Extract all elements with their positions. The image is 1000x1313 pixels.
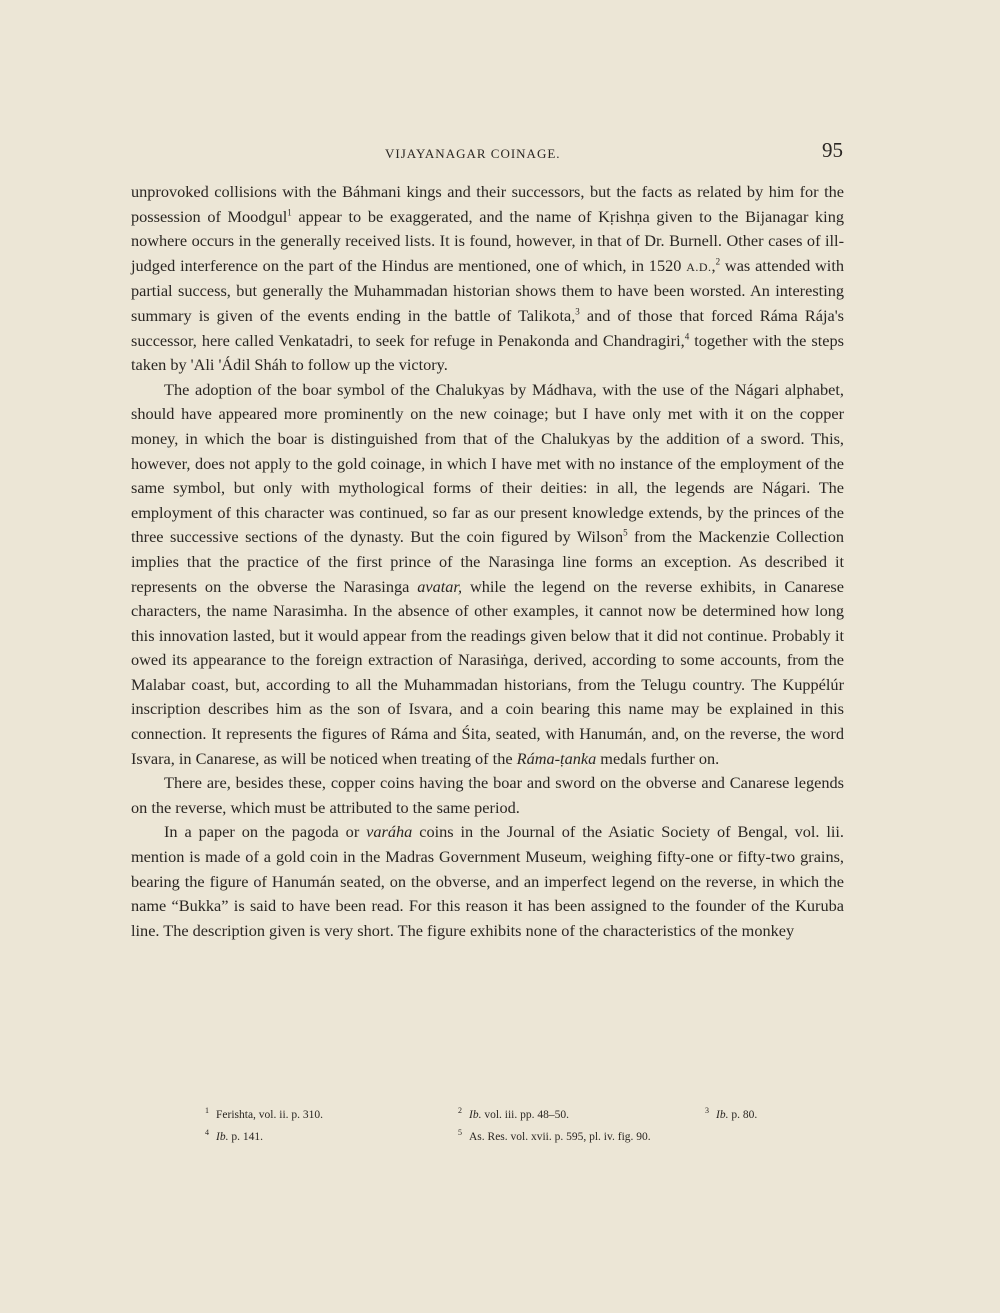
paragraph-2: The adoption of the boar symbol of the Chalukyas by Mádhava, with the use of the Nágari alphabet, should have appeared more prominently on the new coinage; but I have only met with it on the copper money, in which the boar is distinguished from that of the Chalukyas by the addition of a sword. This, however, does not apply to the gold coinage, in which I have met with no instance of the employment of the same symbol, but only with mythological forms of their deities: in all, the legends are Nágari. The employment of this character was continued, so far as our present knowledge extends, by the princes of the three successive sections of the dynasty. But the coin figured by Wilson$^5$ from the Mackenzie Collection implies that the practice of the first prince of the Narasinga line forms an exception. As described it represents on the obverse the Narasinga avatar, while the legend on the reverse exhibits, in Canarese characters, the name Narasimha. In the absence of other examples, it cannot now be determined how long this innovation lasted, but it would appear from the readings given below that it did not continue. Probably it owed its appearance to the foreign extraction of Narasiṅga, derived, according to some accounts, from the Malabar coast, but, according to all the Muhammadan historians, from the Telugu country. The Kuppélúr inscription describes him as the son of Isvara, and a coin bearing this name may be explained in this connection. It represents the figures of Ráma and Śita, seated, with Hanumán, and, on the reverse, the word Isvara, in Canarese, as will be noticed when treating of the Ráma-ṭanka medals further on. xyxy=(131,379,844,768)
page-number: 95 xyxy=(822,138,843,162)
footnote-ref: 1 xyxy=(287,207,292,218)
body-text xyxy=(131,180,844,943)
footnote-ref: 2 xyxy=(715,256,721,267)
footnote-ref: 5 xyxy=(623,527,628,538)
footnote-1: $^1$ Ferishta, vol. ii. p. 310. xyxy=(205,1106,324,1121)
paragraph-3: There are, besides these, copper coins having the boar and sword on the obverse and Canarese legends on the reverse, which must be attributed to the same period. xyxy=(131,773,844,817)
running-header: VIJAYANAGAR COINAGE. xyxy=(385,146,561,161)
footnote-3: $^3$ Ib. p. 80. xyxy=(705,1106,758,1121)
footnote-ref: 4 xyxy=(684,331,690,342)
footnote-2: $^2$ Ib. vol. iii. pp. 48–50. xyxy=(458,1106,569,1121)
footnote-4: $^4$ Ib. p. 141. xyxy=(205,1128,263,1143)
paragraph-4: In a paper on the pagoda or varáha coins in the Journal of the Asiatic Society of Bengal, vol. lii. mention is made of a gold coin in the Madras Government Museum, weighing fifty-one or fifty-two grains, bearing the figure of Hanumán seated, on the obverse, and an imperfect legend on the reverse, in which the name “Bukka” is said to have been read. For this reason it has been assigned to the founder of the Kuruba line. The description given is very short. The figure exhibits none of the characteristics of the monkey xyxy=(131,822,845,940)
paragraph-1: unprovoked collisions with the Báhmani kings and their successors, but the facts as related by him for the possession of Moodgul$^1$ appear to be exaggerated, and the name of Kṛishṇa given to the Bijanagar king nowhere occurs in the generally received lists. It is found, however, in that of Dr. Burnell. Other cases of ill-judged interference on the part of the Hindus are mentioned, one of which, in 1520 A.D.,$^2$ was attended with partial success, but generally the Muhammadan historian shows them to have been worsted. An interesting summary is given of the events ending in the battle of Talikota,$^3$ and of those that forced Ráma Rája's successor, here called Venkatadri, to seek for refuge in Penakonda and Chandragiri,$^4$ together with the steps taken by 'Ali 'Ádil Sháh to follow up the victory. xyxy=(131,182,844,375)
footnote-5: $^5$ As. Res. vol. xvii. p. 595, pl. iv. fig. 90. xyxy=(458,1128,651,1143)
footnote-ref: 3 xyxy=(575,306,580,317)
